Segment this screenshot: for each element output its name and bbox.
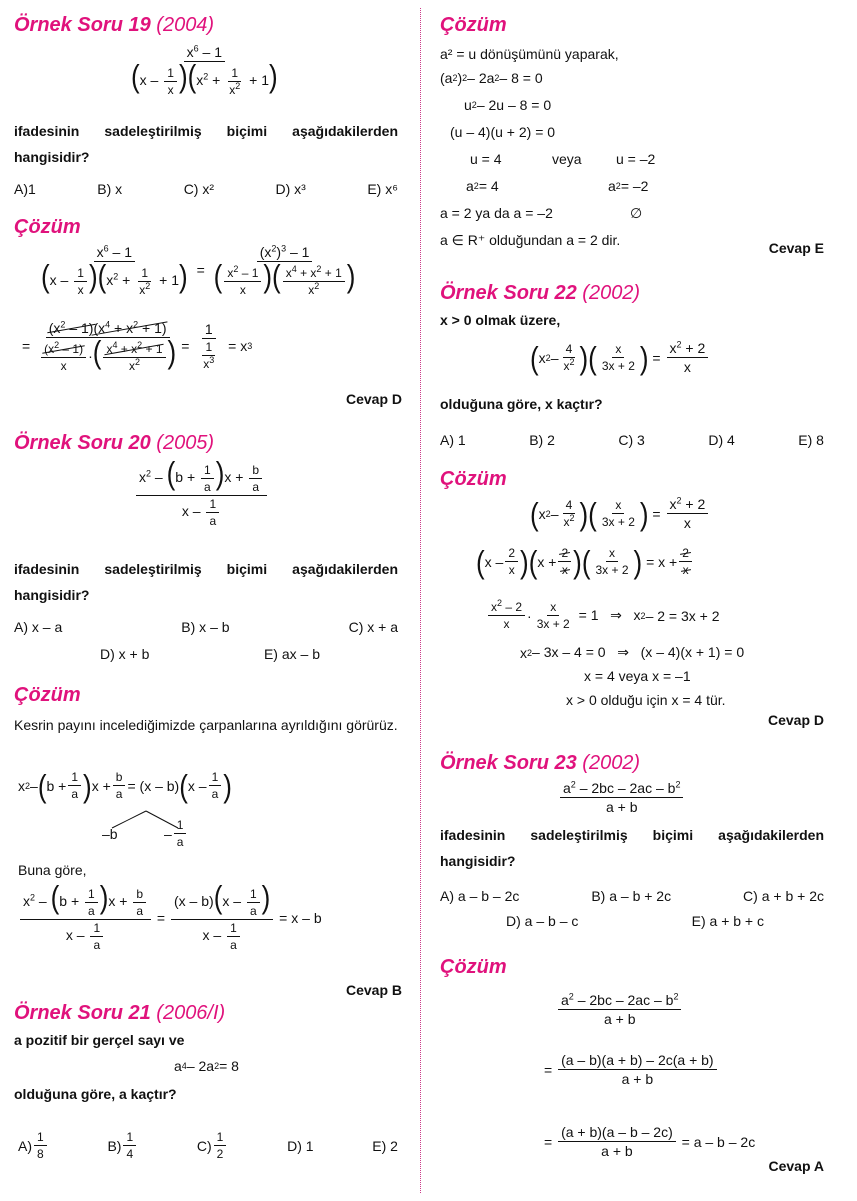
question-22-solution-step3: $\frac{x^2 - 2}{x}$ · $\frac{x}{3x + 2}$ = 1 ⇒ x 2 – 2 = 3x + 2 [486, 600, 720, 631]
question-22-solution-title: Çözüm [440, 468, 507, 490]
solution-line-last: a ∈ R⁺ olduğundan a = 2 dir. [440, 232, 621, 248]
option-b: B) 2 [529, 432, 555, 448]
question-21-line1: a pozitif bir gerçel sayı ve [14, 1032, 185, 1048]
question-19-solution-title: Çözüm [14, 216, 81, 238]
option-e: E) 2 [372, 1137, 398, 1154]
option-d: D) 1 [287, 1137, 314, 1154]
question-21-title: Örnek Soru 21 (2006/I) [14, 1002, 226, 1024]
question-21-answer: Cevap E [768, 240, 824, 256]
option-b: B) x – b [181, 619, 230, 635]
question-23-solution-step3: = $\frac{(a + b)(a - b - 2c)}{a + b}$ = a – b – 2c [544, 1124, 756, 1159]
question-20-options-row1 [14, 619, 398, 635]
question-23-prompt: ifadesinin sadeleştirilmiş biçimi aşağıdakilerden hangisidir? [440, 827, 824, 869]
solution-eq-4: u = 4 [470, 151, 502, 167]
option-e: E) 8 [798, 432, 824, 448]
question-21-solution-title: Çözüm [440, 14, 507, 36]
question-20-expression: $x^2 - (b$ + $\frac{1}{a}$ )x + $\frac{b}{a}$ x – $\frac{1}{a}$ [134, 460, 269, 528]
question-21-options [18, 1130, 398, 1161]
question-20-solution-text: Kesrin payını incelediğimizde çarpanlarına ayrıldığını görürüz. [14, 717, 398, 733]
question-19-answer: Cevap D [345, 391, 402, 407]
question-20-solution-result: $x^2 - (b$ + $\frac{1}{a}$ )x + $\frac{b}{a}$ x – $\frac{1}{a}$ = (x – b)(x – $\frac{1}{a}$ ) x – $\frac{1}{a}$ = x – b [18, 884, 322, 952]
question-22-answer: Cevap D [767, 712, 824, 728]
solution-eq-3: (u – 4)(u + 2) = 0 [450, 124, 556, 140]
column-divider [420, 8, 421, 1193]
option-c: C) $\frac{1}{2}$ [197, 1130, 228, 1161]
question-19-prompt: ifadesinin sadeleştirilmiş biçimi aşağıdakilerden hangisidir? [14, 123, 398, 165]
solution-eq-6: a 2 = 4 [466, 178, 499, 194]
question-22-title: Örnek Soru 22 (2002) [440, 282, 641, 304]
question-21-equation: a 4 – 2a 2 = 8 [174, 1058, 239, 1074]
option-d: D) x³ [275, 181, 306, 197]
question-19-options [14, 181, 398, 197]
question-19-solution-step2: = $(x^2 - 1)(x^4 + x^2 + 1)$ $\frac{(x^2 - 1)}{x}$ ·( $\frac{x^4 + x^2 + 1}{x^2}$ ) = $\frac{1}{\frac{1}{x^3}}$ = x 3 [22, 319, 253, 373]
question-20-title: Örnek Soru 20 (2005) [14, 432, 215, 454]
question-20-buna-gore: Buna göre, [18, 862, 87, 878]
question-23-options-row2 [506, 913, 764, 929]
question-23-solution-title: Çözüm [440, 956, 507, 978]
question-22-final: x > 0 olduğu için x = 4 tür. [566, 692, 726, 708]
question-22-solution-step2: ( x – $\frac{2}{x}$ ) ( x + $\frac{2}{x}$ ) ( $\frac{x}{3x + 2}$ ) = x + $\frac{2}{x}$ [476, 546, 694, 577]
question-20-factorization: x 2 – ( b + $\frac{1}{a}$ ) x + $\frac{b}{a}$ = (x – b) ( x – $\frac{1}{a}$ ) [18, 767, 232, 804]
question-20-prompt: ifadesinin sadeleştirilmiş biçimi aşağıdakilerden hangisidir? [14, 561, 398, 603]
option-b: B) a – b + 2c [591, 888, 672, 904]
factor-term-b: –b [102, 826, 118, 842]
option-a: A) 1 [440, 432, 466, 448]
question-19-solution-step1: $x^6 - 1$ (x – $\frac{1}{x}$ )($x^2$ + $\frac{1}{x^2}$ + 1) = $(x^2)^3 - 1$ ( $\frac{x^2 - 1}{x}$ )( $\frac{x^4 + x^2 + 1}{x^2}$ ) [41, 243, 356, 297]
question-23-answer: Cevap A [768, 1158, 824, 1174]
question-22-condition: x > 0 olmak üzere, [440, 312, 561, 328]
option-a: A) a – b – 2c [440, 888, 520, 904]
solution-eq-1: (a 2 ) 2 – 2a 2 – 8 = 0 [440, 70, 543, 86]
solution-eq-5: u = –2 [616, 151, 656, 167]
option-e: E) a + b + c [691, 913, 764, 929]
option-d: D) a – b – c [506, 913, 579, 929]
option-a: A) x – a [14, 619, 63, 635]
question-21-line2: olduğuna göre, a kaçtır? [14, 1086, 177, 1102]
question-22-roots: x = 4 veya x = –1 [584, 668, 691, 684]
option-c: C) 3 [618, 432, 645, 448]
question-19-expression: $x^6 - 1$ (x – $\frac{1}{x}$ )($x^2$ + $\frac{1}{x^2}$ + 1) [131, 43, 278, 97]
option-a: A) $\frac{1}{8}$ [18, 1130, 49, 1161]
solution-eq-2: u 2 – 2u – 8 = 0 [464, 97, 552, 113]
question-22-solution-step4: x 2 – 3x – 4 = 0 ⇒ (x – 4)(x + 1) = 0 [520, 644, 745, 661]
right-column [440, 0, 828, 1201]
option-e: E) ax – b [263, 646, 320, 662]
option-d: D) x + b [100, 646, 150, 662]
option-d: D) 4 [708, 432, 735, 448]
question-20-answer: Cevap B [345, 982, 402, 998]
question-19-title: Örnek Soru 19 (2004) [14, 14, 215, 36]
factor-term-1a: – $\frac{1}{a}$ [164, 818, 188, 849]
solution-line-a: a = 2 ya da a = –2 [440, 205, 553, 221]
question-22-equation: ( x 2 – $\frac{4}{x^2}$ ) ( $\frac{x}{3x + 2}$ ) = $\frac{x^2 + 2}{x}$ [530, 340, 710, 375]
left-column [14, 0, 402, 1201]
question-22-prompt: olduğuna göre, x kaçtır? [440, 396, 603, 412]
empty-set-symbol: ∅ [630, 205, 643, 221]
question-22-options [440, 432, 824, 448]
question-23-solution-step1: $\frac{a^2 - 2bc - 2ac - b^2}{a + b}$ [556, 992, 683, 1027]
option-a: A)1 [14, 181, 36, 197]
question-20-options-row2 [100, 646, 320, 662]
option-b: B) $\frac{1}{4}$ [107, 1130, 138, 1161]
option-c: C) x² [183, 181, 215, 197]
option-c: C) a + b + 2c [743, 888, 824, 904]
question-20-solution-title: Çözüm [14, 684, 81, 706]
solution-veya: veya [552, 151, 582, 167]
solution-eq-7: a 2 = –2 [608, 178, 649, 194]
question-23-title: Örnek Soru 23 (2002) [440, 752, 641, 774]
option-b: B) x [97, 181, 123, 197]
option-c: C) x + a [348, 619, 398, 635]
question-21-solution-line1: a² = u dönüşümünü yaparak, [440, 46, 619, 62]
question-23-options-row1 [440, 888, 824, 904]
question-23-solution-step2: = $\frac{(a - b)(a + b) - 2c(a + b)}{a + b}$ [544, 1052, 719, 1087]
option-e: E) x⁶ [367, 181, 398, 197]
question-23-expression: $\frac{a^2 - 2bc - 2ac - b^2}{a + b}$ [558, 780, 685, 815]
question-22-solution-step1: ( x 2 – $\frac{4}{x^2}$ ) ( $\frac{x}{3x + 2}$ ) = $\frac{x^2 + 2}{x}$ [530, 496, 710, 531]
